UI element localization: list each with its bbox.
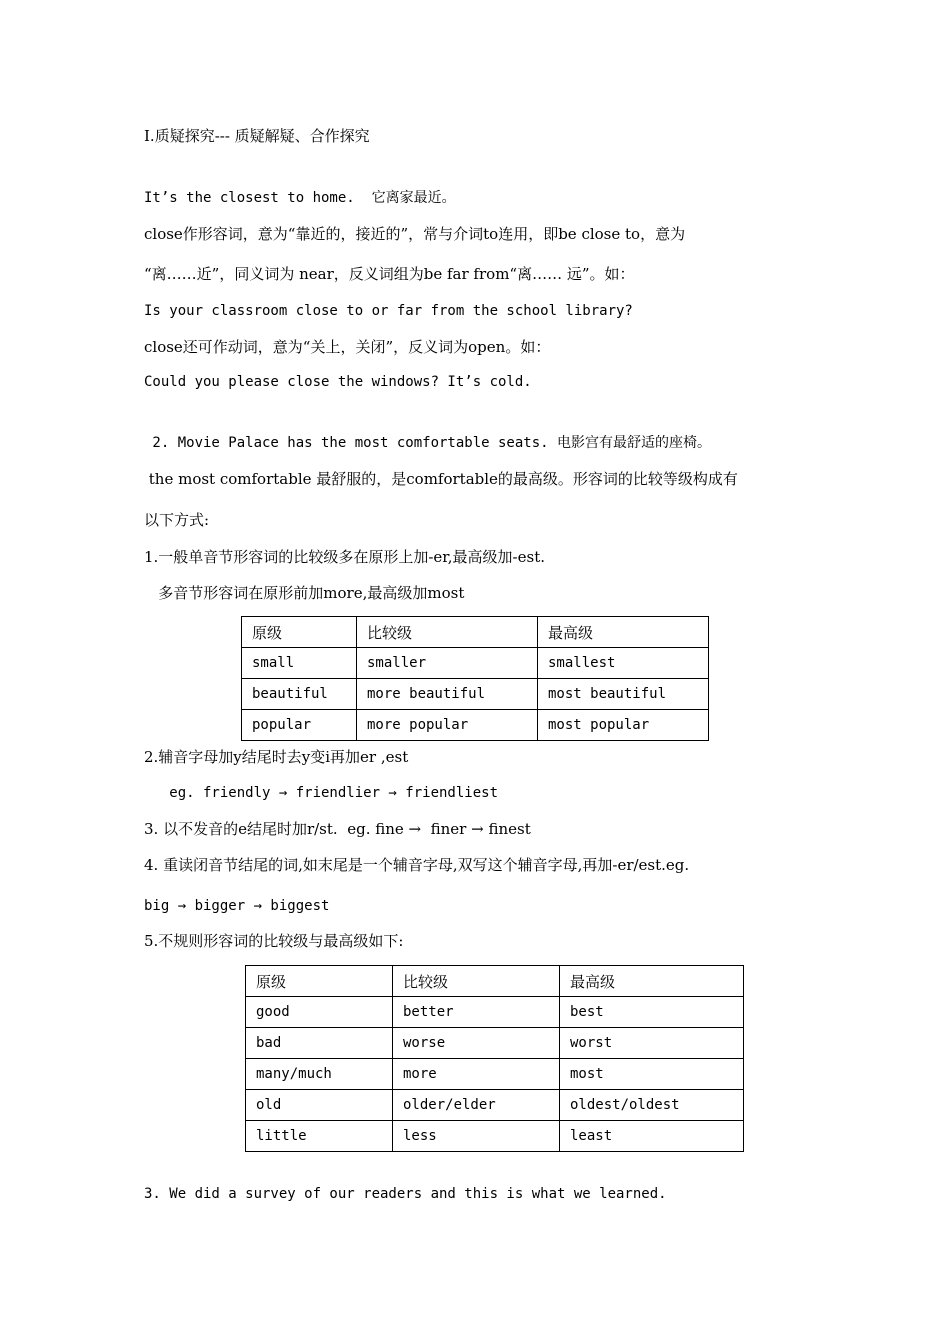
cell-comparative: less: [393, 1121, 560, 1152]
cell-superlative: most beautiful: [538, 679, 709, 710]
example-sentence-3: Could you please close the windows? It’s cold.: [144, 374, 532, 390]
point-2-explanation-cont: 以下方式:: [144, 511, 210, 529]
cell-comparative: more beautiful: [357, 679, 538, 710]
cell-positive: old: [246, 1090, 393, 1121]
header-comparative: 比较级: [393, 966, 560, 997]
cell-superlative: most: [560, 1059, 744, 1090]
header-comparative: 比较级: [357, 617, 538, 648]
cell-comparative: smaller: [357, 648, 538, 679]
table-row: [242, 679, 709, 710]
cell-superlative: worst: [560, 1028, 744, 1059]
cell-comparative: better: [393, 997, 560, 1028]
cell-positive: little: [246, 1121, 393, 1152]
explanation-close-adj-cont: “离……近”，同义词为 near，反义词组为be far from“离…… 远”。如：: [144, 265, 635, 283]
rule-4: 4. 重读闭音节结尾的词,如末尾是一个辅音字母,双写这个辅音字母,再加-er/est.eg.: [144, 856, 690, 874]
header-positive: 原级: [246, 966, 393, 997]
rule-1: 1.一般单音节形容词的比较级多在原形上加-er,最高级加-est.: [144, 548, 545, 566]
cell-superlative: smallest: [538, 648, 709, 679]
cell-superlative: most popular: [538, 710, 709, 741]
explanation-close-adj: close作形容词，意为“靠近的，接近的”，常与介词to连用，即be close to，意为: [144, 225, 686, 243]
table-row: [246, 1028, 744, 1059]
example-sentence-1: It’s the closest to home. 它离家最近。: [144, 190, 456, 206]
header-positive: 原级: [242, 617, 357, 648]
cell-comparative: older/elder: [393, 1090, 560, 1121]
header-superlative: 最高级: [538, 617, 709, 648]
example-sentence-2: Is your classroom close to or far from the school library?: [144, 303, 633, 319]
section-heading: Ⅰ.质疑探究--- 质疑解疑、合作探究: [144, 127, 370, 145]
table-row: [246, 1090, 744, 1121]
header-superlative: 最高级: [560, 966, 744, 997]
rule-2: 2.辅音字母加y结尾时去y变i再加er ,est: [144, 748, 409, 766]
table-row: [246, 1059, 744, 1090]
table-row: [246, 997, 744, 1028]
rule-4-example: big → bigger → biggest: [144, 898, 330, 914]
comparison-table-irregular: [245, 965, 744, 1152]
cell-comparative: worse: [393, 1028, 560, 1059]
explanation-close-verb: close还可作动词，意为“关上，关闭”，反义词为open。如：: [144, 338, 551, 356]
cell-positive: popular: [242, 710, 357, 741]
rule-5: 5.不规则形容词的比较级与最高级如下:: [144, 932, 404, 950]
table-row: [246, 1121, 744, 1152]
cell-comparative: more popular: [357, 710, 538, 741]
cell-superlative: least: [560, 1121, 744, 1152]
cell-positive: bad: [246, 1028, 393, 1059]
point-2-explanation: the most comfortable 最舒服的，是comfortable的最高级。形容词的比较等级构成有: [144, 470, 738, 488]
cell-comparative: more: [393, 1059, 560, 1090]
rule-3: 3. 以不发音的e结尾时加r/st. eg. fine → finer → finest: [144, 820, 531, 838]
table-header-row: [242, 617, 709, 648]
cell-positive: small: [242, 648, 357, 679]
table-row: [242, 710, 709, 741]
cell-positive: many/much: [246, 1059, 393, 1090]
table-row: [242, 648, 709, 679]
point-2-sentence: 2. Movie Palace has the most comfortable seats. 电影宫有最舒适的座椅。: [144, 435, 712, 451]
table-header-row: [246, 966, 744, 997]
point-3-sentence: 3. We did a survey of our readers and this is what we learned.: [144, 1186, 667, 1202]
cell-positive: beautiful: [242, 679, 357, 710]
comparison-table-regular: [241, 616, 709, 741]
rule-2-example: eg. friendly → friendlier → friendliest: [144, 785, 499, 801]
cell-positive: good: [246, 997, 393, 1028]
rule-1-polysyllabic: 多音节形容词在原形前加more,最高级加most: [144, 584, 465, 602]
cell-superlative: oldest/oldest: [560, 1090, 744, 1121]
cell-superlative: best: [560, 997, 744, 1028]
